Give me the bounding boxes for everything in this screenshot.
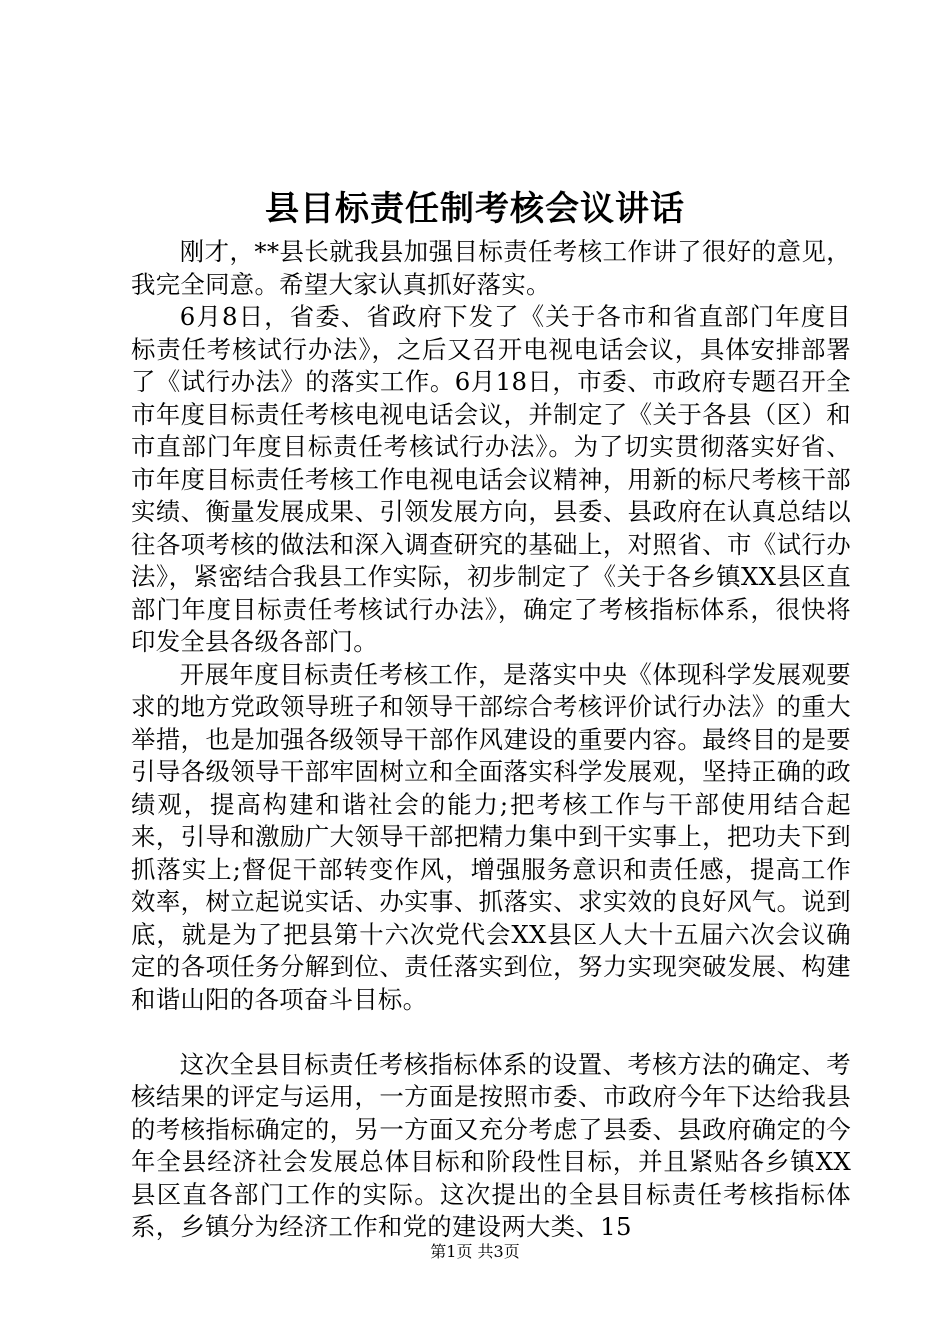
document-title: 县目标责任制考核会议讲话 [265, 189, 685, 229]
page-footer: 第1页 共3页 [430, 1242, 520, 1261]
paragraph-2: 6月8日，省委、省政府下发了《关于各市和省直部门年度目标责任考核试行办法》，之后又召开电视电话会议，具体安排部署了《试行办法》的落实工作。6月18日，市委、市政府专题召开全市年度目标责任考核电视电话会议，并制定了《关于各县（区）和市直部门年度目标责任考核试行办法》。为了切实贯彻落实好省、市年度目标责任考核工作电视电话会议精神，用新的标尺考核干部实绩、衡量发展成果、引领发展方向，县委、县政府在认真总结以往各项考核的做法和深入调查研究的基础上，对照省、市《试行办法》，紧密结合我县工作实际，初步制定了《关于各乡镇XX县区直部门年度目标责任考核试行办法》，确定了考核指标体系，很快将印发全县各级各部门。 [131, 302, 851, 656]
paragraph-3: 开展年度目标责任考核工作，是落实中央《体现科学发展观要求的地方党政领导班子和领导干部综合考核评价试行办法》的重大举措，也是加强各级领导干部作风建设的重要内容。最终目的是要引导各级领导干部牢固树立和全面落实科学发展观，坚持正确的政绩观，提高构建和谐社会的能力;把考核工作与干部使用结合起来，引导和激励广大领导干部把精力集中到干实事上，把功夫下到抓落实上;督促干部转变作风，增强服务意识和责任感，提高工作效率，树立起说实话、办实事、抓落实、求实效的良好风气。说到底，就是为了把县第十六次党代会XX县区人大十五届六次会议确定的各项任务分解到位、责任落实到位，努力实现突破发展、构建和谐山阳的各项奋斗目标。 [131, 659, 851, 1014]
paragraph-4: 这次全县目标责任考核指标体系的设置、考核方法的确定、考核结果的评定与运用，一方面是按照市委、市政府今年下达给我县的考核指标确定的，另一方面又充分考虑了县委、县政府确定的今年全县经济社会发展总体目标和阶段性目标，并且紧贴各乡镇XX县区直各部门工作的实际。这次提出的全县目标责任考核指标体系，乡镇分为经济工作和党的建设两大类、15 [131, 1049, 851, 1241]
document-body [131, 236, 851, 1244]
paragraph-1: 刚才，**县长就我县加强目标责任考核工作讲了很好的意见，我完全同意。希望大家认真抓好落实。 [131, 237, 851, 299]
